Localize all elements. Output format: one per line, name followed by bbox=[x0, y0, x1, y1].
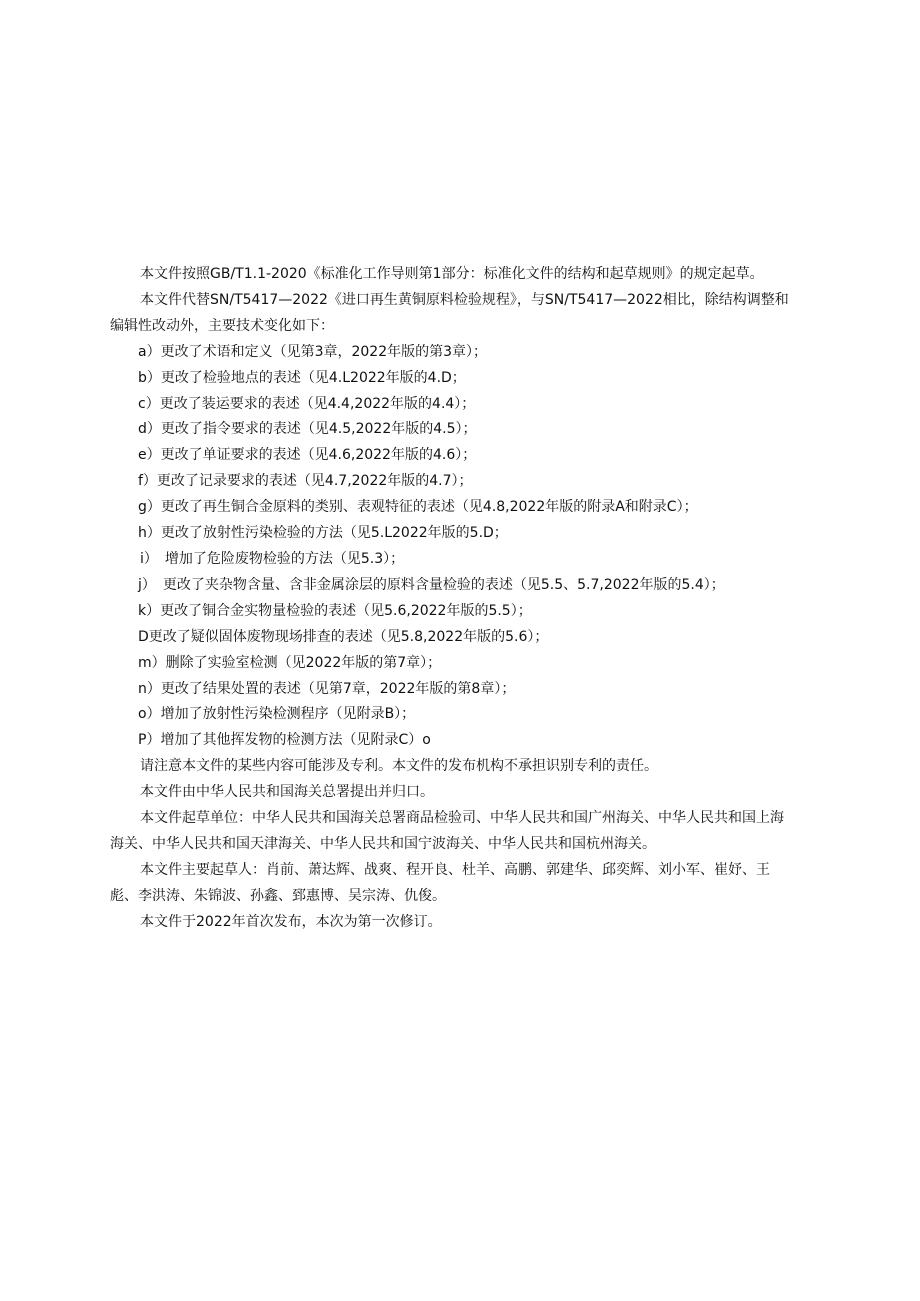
change-item-p: P）增加了其他挥发物的检测方法（见附录C）o bbox=[138, 732, 431, 749]
change-item-i: i） 增加了危险废物检验的方法（见5.3）； bbox=[140, 550, 405, 567]
drafters-line2: 彪、李洪涛、朱锦波、孙鑫、郅惠博、吴宗涛、仇俊。 bbox=[110, 887, 446, 904]
change-item-h: h）更改了放射性污染检验的方法（见5.L2022年版的5.D； bbox=[138, 525, 508, 542]
change-item-d: d）更改了指令要求的表述（见4.5,2022年版的4.5）； bbox=[138, 421, 477, 438]
change-item-k: k）更改了铜合金实物量检验的表述（见5.6,2022年版的5.5）； bbox=[138, 602, 532, 619]
change-item-j: j） 更改了夹杂物含量、含非金属涂层的原料含量检验的表述（见5.5、5.7,2022年版的5.4）； bbox=[138, 576, 725, 593]
drafters-line1: 本文件主要起草人：肖前、萧达辉、战爽、程开良、杜羊、高鹏、郭建华、邱奕辉、刘小军、崔妤、王 bbox=[140, 861, 770, 878]
change-item-l: D更改了疑似固体废物现场排查的表述（见5.8,2022年版的5.6）； bbox=[138, 628, 549, 645]
change-item-e: e）更改了单证要求的表述（见4.6,2022年版的4.6）； bbox=[138, 447, 477, 464]
drafting-units-line2: 海关、中华人民共和国天津海关、中华人民共和国宁波海关、中华人民共和国杭州海关。 bbox=[110, 835, 656, 852]
change-item-a: a）更改了术语和定义（见第3章，2022年版的第3章）； bbox=[138, 343, 488, 360]
drafting-units-line1: 本文件起草单位：中华人民共和国海关总署商品检验司、中华人民共和国广州海关、中华人民共和国上海 bbox=[140, 810, 784, 827]
foreword-body bbox=[110, 262, 828, 936]
change-item-n: n）更改了结果处置的表述（见第7章，2022年版的第8章）； bbox=[138, 680, 516, 697]
change-item-g: g）更改了再生铜合金原料的类别、表观特征的表述（见4.8,2022年版的附录A和附录C）； bbox=[138, 499, 698, 516]
change-item-b: b）更改了检验地点的表述（见4.L2022年版的4.D； bbox=[138, 369, 466, 386]
replacement-paragraph-line1: 本文件代替SN/T5417—2022《进口再生黄铜原料检验规程》，与SN/T5417—2022相比，除结构调整和 bbox=[140, 291, 789, 308]
change-item-o: o）增加了放射性污染检测程序（见附录B）； bbox=[138, 706, 416, 723]
revision-history: 本文件于2022年首次发布，本次为第一次修订。 bbox=[140, 913, 442, 930]
change-item-m: m）删除了实验室检测（见2022年版的第7章）； bbox=[138, 654, 442, 671]
proposed-by: 本文件由中华人民共和国海关总署提出并归口。 bbox=[140, 784, 434, 801]
intro-paragraph: 本文件按照GB/T1.1-2020《标准化工作导则第1部分：标准化文件的结构和起草规则》的规定起草。 bbox=[140, 266, 764, 282]
change-item-f: f）更改了记录要求的表述（见4.7,2022年版的4.7）； bbox=[138, 473, 473, 490]
replacement-paragraph-line2: 编辑性改动外，主要技术变化如下： bbox=[110, 317, 334, 334]
change-item-c: c）更改了装运要求的表述（见4.4,2022年版的4.4）； bbox=[138, 395, 476, 412]
patent-notice: 请注意本文件的某些内容可能涉及专利。本文件的发布机构不承担识别专利的责任。 bbox=[140, 758, 658, 775]
